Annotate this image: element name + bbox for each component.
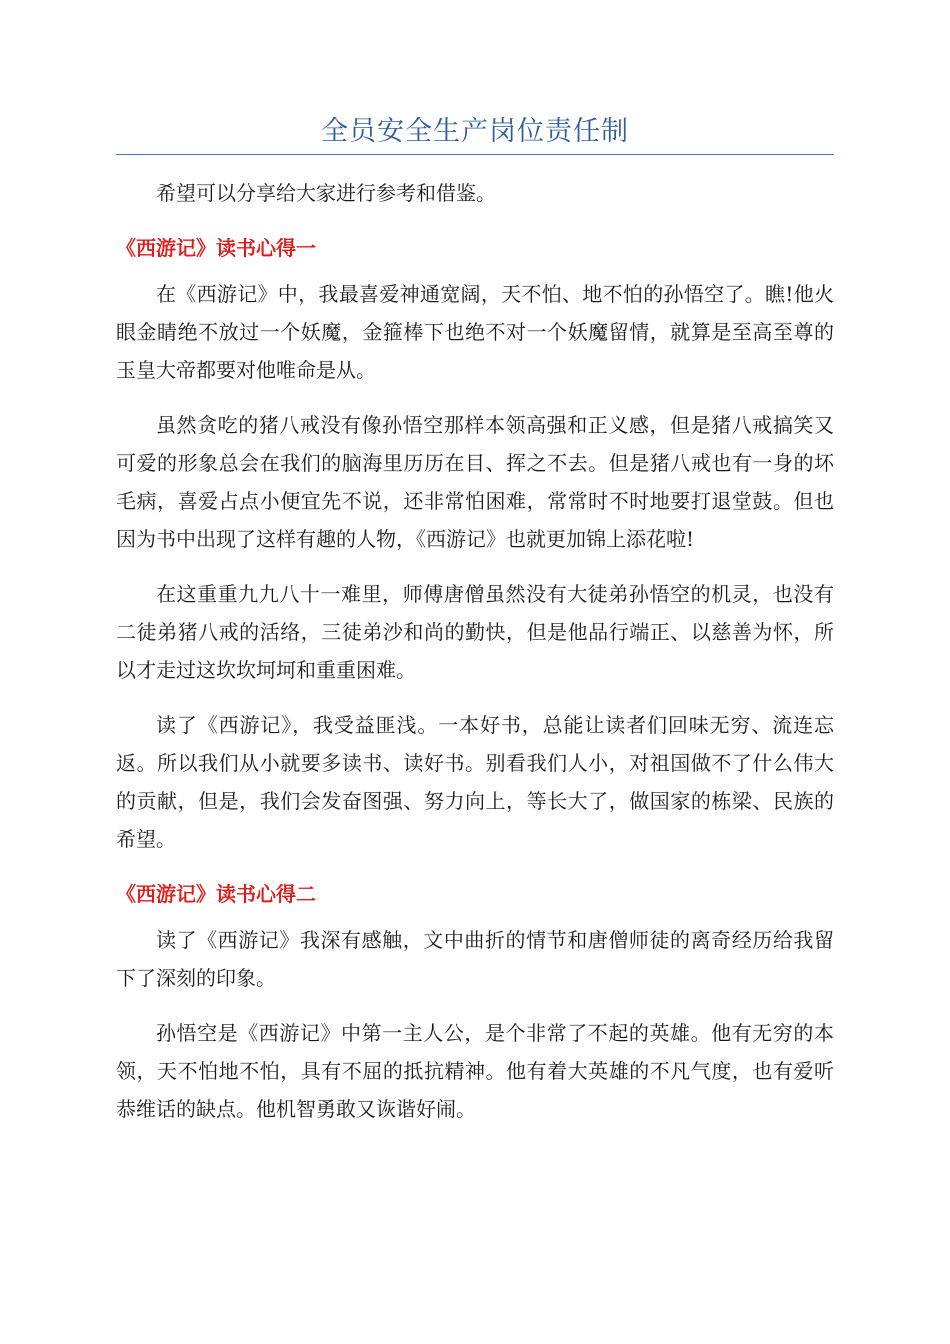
- paragraph: 读了《西游记》我深有感触，文中曲折的情节和唐僧师徒的离奇经历给我留下了深刻的印象。: [116, 928, 834, 990]
- section-heading: 《西游记》读书心得一: [116, 236, 316, 260]
- section-1: [116, 229, 834, 858]
- paragraph: 在《西游记》中，我最喜爱神通宽阔，天不怕、地不怕的孙悟空了。瞧!他火眼金睛绝不放过一个妖魔，金箍棒下也绝不对一个妖魔留情，就算是至高至尊的玉皇大帝都要对他唯命是从。: [116, 282, 834, 382]
- document-title: 全员安全生产岗位责任制: [321, 116, 629, 147]
- section-2: [116, 875, 834, 1128]
- document-body: [116, 174, 834, 1145]
- paragraph: 孙悟空是《西游记》中第一主人公，是个非常了不起的英雄。他有无穷的本领，天不怕地不怕，具有不屈的抵抗精神。他有着大英雄的不凡气度，也有爱听恭维话的缺点。他机智勇敢又诙谐好闹。: [116, 1021, 834, 1121]
- paragraph: 读了《西游记》，我受益匪浅。一本好书，总能让读者们回味无穷、流连忘返。所以我们从小就要多读书、读好书。别看我们人小，对祖国做不了什么伟大的贡献，但是，我们会发奋图强、努力向上，等长大了，做国家的栋梁、民族的希望。: [116, 713, 834, 851]
- title-divider: [116, 154, 834, 155]
- section-heading: 《西游记》读书心得二: [116, 882, 316, 906]
- paragraph: 虽然贪吃的猪八戒没有像孙悟空那样本领高强和正义感，但是猪八戒搞笑又可爱的形象总会在我们的脑海里历历在目、挥之不去。但是猪八戒也有一身的坏毛病，喜爱占点小便宜先不说，还非常怕困难，常常时不时地要打退堂鼓。但也因为书中出现了这样有趣的人物，《西游记》也就更加锦上添花啦!: [116, 413, 834, 551]
- paragraph: 在这重重九九八十一难里，师傅唐僧虽然没有大徒弟孙悟空的机灵，也没有二徒弟猪八戒的活络，三徒弟沙和尚的勤快，但是他品行端正、以慈善为怀，所以才走过这坎坎坷坷和重重困难。: [116, 582, 834, 682]
- intro-paragraph: 希望可以分享给大家进行参考和借鉴。: [156, 181, 496, 205]
